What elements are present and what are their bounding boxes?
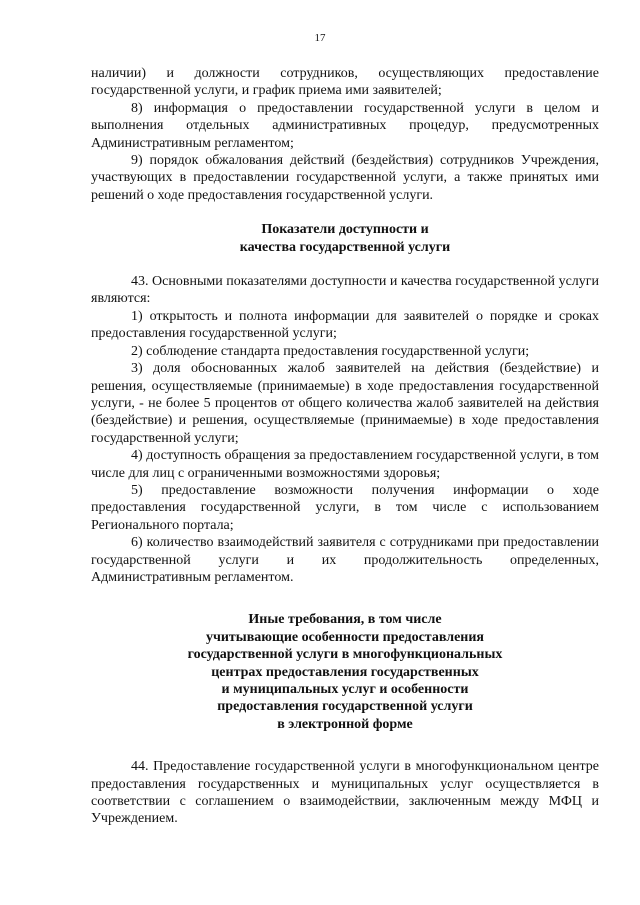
section-heading-line: предоставления государственной услуги	[217, 699, 473, 715]
section-heading-line: центрах предоставления государственных	[211, 664, 479, 680]
paragraph-44: 44. Предоставление государственной услуги в многофункциональном центре предоставления государственных и муниципальных услуг осуществляется в соответствии с соглашением о взаимодействии, заключенным между МФЦ и Учреждением.	[91, 759, 599, 827]
paragraph-43: 43. Основными показателями доступности и качества государственной услуги являются:	[91, 274, 599, 307]
section-heading-line: и муниципальных услуг и особенности	[221, 682, 469, 697]
section-heading-line: качества государственной услуги	[239, 239, 451, 255]
paragraph-item-4: 4) доступность обращения за предоставлением государственной услуги, в том числе для лиц с ограниченными возможностями здоровья;	[91, 448, 599, 481]
page-number: 17	[314, 32, 326, 44]
paragraph-item-1: 1) открытость и полнота информации для заявителей о порядке и сроках предоставления государственной услуги;	[91, 308, 599, 342]
paragraph-item-3: 3) доля обоснованных жалоб заявителей на действия (бездействие) и решения, осуществляемые (принимаемые) в ходе предоставления государственной услуги, - не более 5 процентов от общего количества жалоб заявителей на действия (бездействие) и решения, осуществляемые (принимаемые) в ходе предоставления государственной услуги;	[91, 361, 599, 446]
paragraph-item-2: 2) соблюдение стандарта предоставления государственной услуги;	[131, 343, 530, 359]
section-heading-line: Показатели доступности и	[261, 222, 429, 238]
document-body	[91, 65, 599, 828]
section-heading-line: учитывающие особенности предоставления	[205, 629, 485, 645]
paragraph-item-6: 6) количество взаимодействий заявителя с сотрудниками при предоставлении государственной услуги и их продолжительность определенных, Административным регламентом.	[91, 535, 599, 585]
section-heading-line: Иные требования, в том числе	[248, 612, 442, 628]
paragraph-continuation: наличии) и должности сотрудников, осуществляющих предоставление государственной услуги, и график приема ими заявителей;	[91, 66, 599, 99]
section-heading-line: государственной услуги в многофункциональных	[187, 647, 503, 663]
section-heading-line: в электронной форме	[277, 716, 413, 732]
paragraph-item-5: 5) предоставление возможности получения информации о ходе предоставления государственной услуги, в том числе с использованием Регионального портала;	[91, 482, 599, 533]
paragraph-item-9: 9) порядок обжалования действий (бездействия) сотрудников Учреждения, участвующих в предоставлении государственной услуги, а также принятых ими решений о ходе предоставления государственной услуги.	[91, 153, 599, 203]
paragraph-item-8: 8) информация о предоставлении государственной услуги в целом и выполнения отдельных административных процедур, предусмотренных Административным регламентом;	[91, 100, 599, 151]
